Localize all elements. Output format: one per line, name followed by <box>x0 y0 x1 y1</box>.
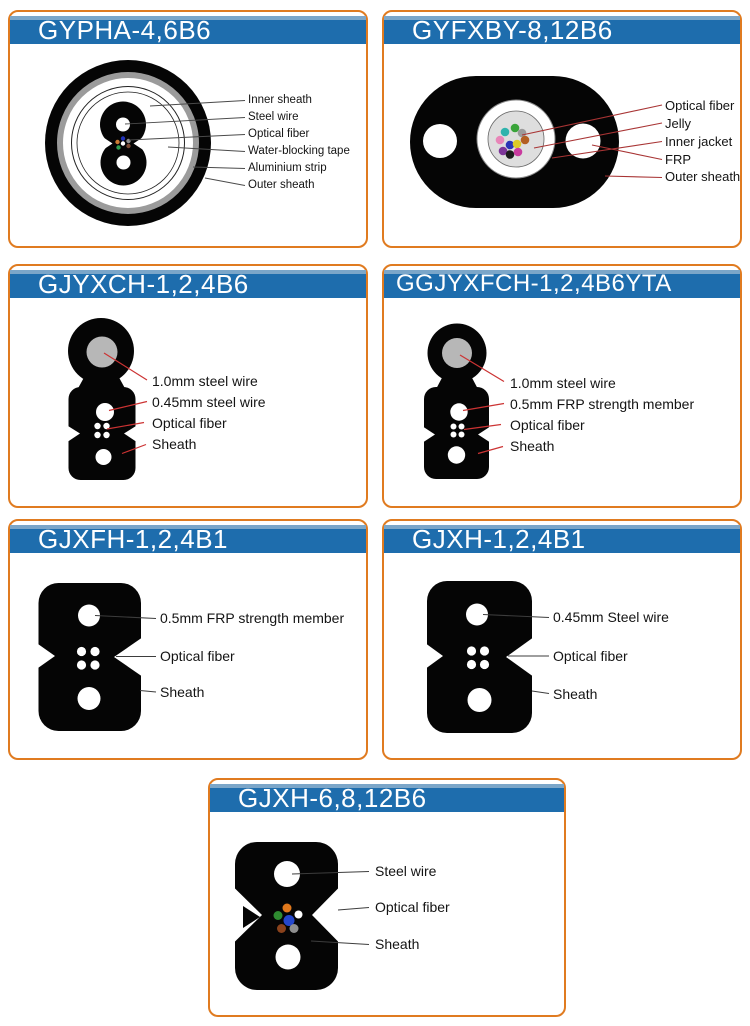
label-steel-wire: 0.45mm Steel wire <box>553 609 669 625</box>
panel-title: GJXH-6,8,12B6 <box>238 783 427 813</box>
label-steel-wire-045mm: 0.45mm steel wire <box>152 394 266 410</box>
panel-gypha <box>8 10 368 248</box>
steel-wire-hole-bottom <box>468 688 492 712</box>
sheath-body <box>424 387 489 479</box>
gjxh6812-cross-section-diagram <box>210 780 564 1015</box>
steel-wire-bottom <box>117 156 131 170</box>
panel-header <box>10 270 366 298</box>
cable-body <box>427 581 533 733</box>
label-aluminium-strip: Aluminium strip <box>248 162 327 174</box>
panel-header <box>384 525 740 553</box>
panel-ggjyxfch <box>382 264 742 508</box>
label-steel-wire-1mm: 1.0mm steel wire <box>152 373 258 389</box>
label-steel-wire: Steel wire <box>375 863 437 879</box>
panel-title: GJYXCH-1,2,4B6 <box>38 269 249 299</box>
label-optical-fiber: Optical fiber <box>152 415 227 431</box>
gypha-cross-section-diagram <box>10 12 366 246</box>
frp-hole-bottom <box>78 687 101 710</box>
label-optical-fiber: Optical fiber <box>248 128 310 140</box>
label-sheath: Sheath <box>152 436 197 452</box>
panel-gyfxby <box>382 10 742 248</box>
gjxh124-cross-section-diagram <box>384 521 740 758</box>
label-jelly: Jelly <box>665 116 692 131</box>
label-frp-strength: 0.5mm FRP strength member <box>160 610 345 626</box>
panel-header <box>10 525 366 553</box>
frp-left <box>423 124 457 158</box>
label-frp: FRP <box>665 152 691 167</box>
label-water-blocking-tape: Water-blocking tape <box>248 145 350 157</box>
frp-hole <box>450 403 467 420</box>
label-steel-wire-1mm: 1.0mm steel wire <box>510 375 616 391</box>
panel-title: GJXH-1,2,4B1 <box>412 524 586 554</box>
label-outer-sheath: Outer sheath <box>248 179 315 191</box>
steel-wire-hole <box>96 403 114 421</box>
panel-title: GYFXBY-8,12B6 <box>412 15 613 45</box>
frp-hole-bottom <box>448 446 465 463</box>
panel-gjxfh <box>8 519 368 760</box>
steel-wire-hole-bottom <box>276 945 301 970</box>
panel-title: GGJYXFCH-1,2,4B6YTA <box>396 270 672 297</box>
messenger-steel-core <box>87 337 118 368</box>
panel-title: GYPHA-4,6B6 <box>38 15 212 45</box>
label-optical-fiber: Optical fiber <box>553 648 628 664</box>
label-optical-fiber: Optical fiber <box>665 98 735 113</box>
label-sheath: Sheath <box>553 686 598 702</box>
label-inner-sheath: Inner sheath <box>248 94 312 106</box>
label-sheath: Sheath <box>375 936 420 952</box>
panel-gjyxch <box>8 264 368 508</box>
label-frp-strength: 0.5mm FRP strength member <box>510 396 695 412</box>
steel-wire-hole-bottom <box>96 449 112 465</box>
messenger-steel-core <box>442 338 472 368</box>
gjxfh-cross-section-diagram <box>10 521 366 758</box>
label-steel-wire: Steel wire <box>248 111 299 123</box>
cable-body <box>235 842 339 990</box>
cable-body <box>68 318 136 480</box>
cable-body <box>424 324 490 480</box>
panel-gjxh124 <box>382 519 742 760</box>
label-optical-fiber: Optical fiber <box>160 648 235 664</box>
label-optical-fiber: Optical fiber <box>375 899 450 915</box>
panel-header <box>10 16 366 44</box>
panel-header <box>384 16 740 44</box>
label-optical-fiber: Optical fiber <box>510 417 585 433</box>
steel-wire-top <box>116 118 130 132</box>
label-sheath: Sheath <box>160 684 205 700</box>
panel-title: GJXFH-1,2,4B1 <box>38 524 229 554</box>
panel-header <box>210 784 564 812</box>
panel-gjxh6812 <box>208 778 566 1017</box>
label-sheath: Sheath <box>510 438 555 454</box>
panel-header <box>384 270 740 298</box>
label-inner-jacket: Inner jacket <box>665 134 733 149</box>
label-outer-sheath: Outer sheath <box>665 169 741 184</box>
